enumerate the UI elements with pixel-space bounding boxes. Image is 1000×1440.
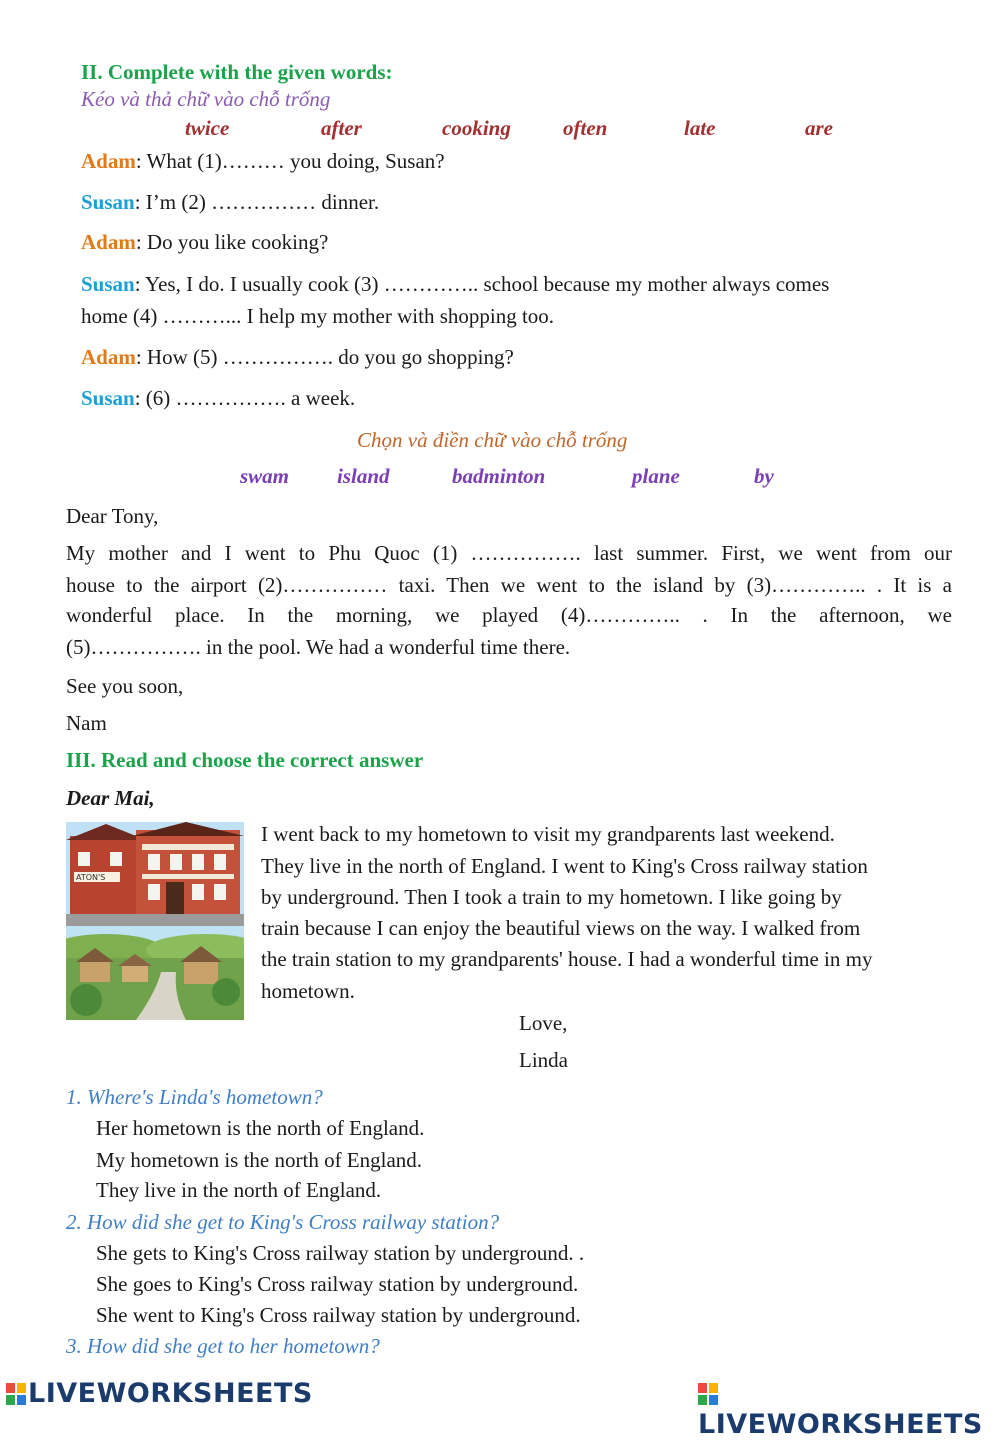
choose-fill-instruction: Chọn và điền chữ vào chỗ trống [357,428,628,452]
speaker-name: Adam [81,345,136,369]
question-1: 1. Where's Linda's hometown? [66,1085,323,1109]
letter-line: the train station to my grandparents' house. I had a wonderful time in my [261,947,873,971]
letter-line: train because I can enjoy the beautiful views on the way. I walked from [261,916,861,940]
liveworksheets-mark-icon [6,1383,26,1405]
answer-option[interactable]: She went to King's Cross railway station by underground. [96,1303,581,1327]
word-option[interactable]: island [337,464,390,488]
letter-line: They live in the north of England. I went to King's Cross railway station [261,854,868,878]
word-chip[interactable]: after [321,116,362,140]
letter-line: My mother and I went to Phu Quoc (1) ……………. last summer. First, we went from our [66,541,952,565]
word-option[interactable]: swam [240,464,290,488]
letter-closing: See you soon, [66,674,184,698]
speaker-name: Adam [81,149,136,173]
hometown-illustration-svg [66,822,244,1020]
word-option[interactable]: by [754,464,774,488]
dialogue-line [81,345,514,370]
word-option[interactable]: plane [632,464,680,488]
liveworksheets-logo-right [698,1378,1000,1440]
word-option[interactable]: badminton [452,464,546,488]
dialogue-line [81,190,379,215]
answer-option[interactable]: Her hometown is the north of England. [96,1116,425,1140]
letter-greeting: Dear Tony, [66,504,159,528]
letter-line: I went back to my hometown to visit my grandparents last weekend. [261,822,835,846]
dialogue-line [81,230,328,255]
letter-line: hometown. [261,979,355,1003]
word-chip[interactable]: cooking [442,116,511,140]
liveworksheets-logo-left [6,1378,313,1409]
word-chip[interactable]: late [684,116,716,140]
hometown-illustration [66,822,244,1020]
dialogue-text: : I’m (2) …………… dinner. [134,190,380,214]
letter-closing: Love, [519,1011,568,1035]
letter-greeting: Dear Mai, [66,786,155,810]
dialogue-text: : (6) ……………. a week. [134,386,356,410]
logo-text: LIVEWORKSHEETS [28,1378,313,1409]
question-3: 3. How did she get to her hometown? [66,1334,380,1358]
letter-line: wonderful place. In the morning, we played (4)………….. . In the afternoon, we [66,603,952,627]
letter-signature: Nam [66,711,107,735]
speaker-name: Susan [81,386,135,410]
liveworksheets-mark-icon [698,1383,718,1405]
speaker-name: Adam [81,230,136,254]
answer-option[interactable]: My hometown is the north of England. [96,1148,423,1172]
dialogue-line [81,149,445,174]
dialogue-text: : Yes, I do. I usually cook (3) ………….. school because my mother always comes [134,272,830,296]
word-chip[interactable]: are [805,116,833,140]
letter-signature: Linda [519,1048,568,1072]
answer-option[interactable]: They live in the north of England. [96,1178,382,1202]
answer-option[interactable]: She gets to King's Cross railway station by underground. . [96,1241,585,1265]
drag-drop-instruction: Kéo và thả chữ vào chỗ trống [81,87,331,111]
dialogue-text: : How (5) ……………. do you go shopping? [135,345,514,369]
word-chip[interactable]: often [563,116,608,140]
dialogue-line [81,386,355,411]
letter-line: house to the airport (2)…………… taxi. Then we went to the island by (3)………….. . It is a [66,573,952,597]
question-2: 2. How did she get to King's Cross railway station? [66,1210,500,1234]
dialogue-line [81,272,829,297]
speaker-name: Susan [81,190,135,214]
word-chip[interactable]: twice [185,116,230,140]
dialogue-continuation: home (4) ………... I help my mother with shopping too. [81,304,555,328]
dialogue-text: : What (1)……… you doing, Susan? [135,149,445,173]
speaker-name: Susan [81,272,135,296]
letter-line: by underground. Then I took a train to my hometown. I like going by [261,885,842,909]
letter-line: (5)……………. in the pool. We had a wonderful time there. [66,635,571,659]
station-sign-text: ATON'S [76,873,106,882]
section-3-heading: III. Read and choose the correct answer [66,748,424,772]
dialogue-text: : Do you like cooking? [135,230,329,254]
section-2-heading: II. Complete with the given words: [81,60,393,84]
answer-option[interactable]: She goes to King's Cross railway station by underground. [96,1272,579,1296]
logo-text: LIVEWORKSHEETS [698,1409,983,1440]
